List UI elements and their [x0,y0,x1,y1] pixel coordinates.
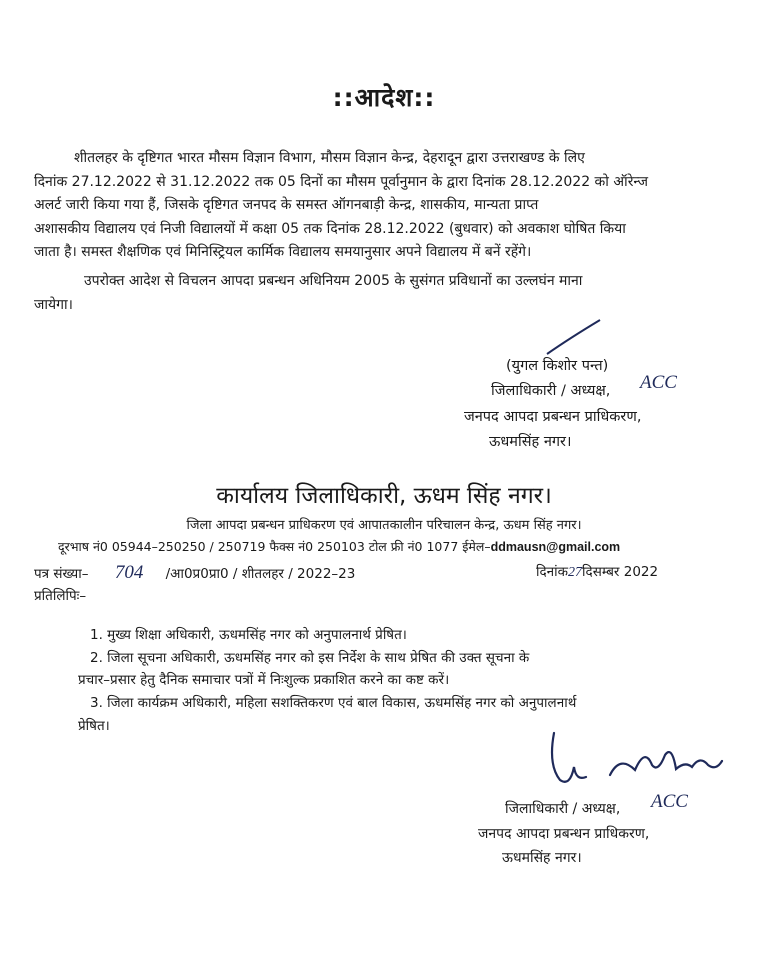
paragraph-line: उपरोक्त आदेश से विचलन आपदा प्रबन्धन अधिनियम 2005 के सुसंगत प्रविधानों का उल्लघंन माना [84,273,583,289]
signatory2-authority: जनपद आपदा प्रबन्धन प्राधिकरण, [478,826,650,842]
paragraph-line: अशासकीय विद्यालय एवं निजी विद्यालयों में कक्षा 05 तक दिनांक 28.12.2022 (बुधवार) को अवकाश घोषित किया [34,220,626,237]
ref-number-handwritten: 704 [114,562,144,583]
date-line [536,562,658,581]
paragraph-line: जाता है। समस्त शैक्षणिक एवं मिनिस्ट्रियल कार्मिक विद्यालय समयानुसार अपने विद्यालय में बनें रहेंगे। [34,244,532,260]
date-label: दिनांक [536,564,569,580]
signatory-name: (युगल किशोर पन्त) [506,358,609,374]
signatory-designation: जिलाधिकारी / अध्यक्ष, [491,383,611,399]
order-paragraph-2 [34,270,724,317]
signatory-authority: जनपद आपदा प्रबन्धन प्राधिकरण, [464,409,642,425]
paragraph-line: दिनांक 27.12.2022 से 31.12.2022 तक 05 दिनों का मौसम पूर्वानुमान के द्वारा दिनांक 28.12.2022 को ऑरेन्ज [34,173,648,190]
copy-item: प्रचार–प्रसार हेतु दैनिक समाचार पत्रों में निःशुल्क प्रकाशित करने का कष्ट करें। [78,672,450,688]
copy-label: प्रतिलिपिः– [34,588,87,604]
ref-suffix: /आ0प्र0प्रा0 / शीतलहर / 2022–23 [165,566,356,582]
copy-item: 1. मुख्य शिक्षा अधिकारी, ऊधमसिंह नगर को अनुपालनार्थ प्रेषित। [90,627,407,643]
signatory2-place: ऊधमसिंह नगर। [502,850,582,866]
contact-line [58,538,620,555]
copy-item: 3. जिला कार्यक्रम अधिकारी, महिला सशक्तिकरण एवं बाल विकास, ऊधमसिंह नगर को अनुपालनार्थ [90,695,577,711]
date-rest: दिसम्बर 2022 [582,564,659,580]
paragraph-line: जायेगा। [34,296,73,313]
ref-label: पत्र संख्या– [34,566,89,582]
handwritten-note-1: ACC [640,372,677,393]
paragraph-line: शीतलहर के दृष्टिगत भारत मौसम विज्ञान विभाग, मौसम विज्ञान केन्द्र, देहरादून द्वारा उत्तराखण्ड के लिए [74,150,585,166]
copy-item: प्रेषित। [78,718,110,734]
contact-text: दूरभाष नं0 05944–250250 / 250719 फैक्स नं0 250103 टोल फ्री नं0 1077 ईमेल– [58,539,491,554]
handwritten-note-2: ACC [651,791,688,812]
signature-stroke-1 [545,318,605,358]
date-day-handwritten: 27 [568,565,583,580]
signatory2-designation: जिलाधिकारी / अध्यक्ष, [505,801,621,817]
signature-scribble-2 [540,725,740,795]
paragraph-line: अलर्ट जारी किया गया हैं, जिसके दृष्टिगत जनपद के समस्त ऑगनबाड़ी केन्द्र, शासकीय, मान्यता प्राप्त [34,197,539,213]
office-header: कार्यालय जिलाधिकारी, ऊधम सिंह नगर। [216,483,552,509]
office-subheader: जिला आपदा प्रबन्धन प्राधिकरण एवं आपातकालीन परिचालन केन्द्र, ऊधम सिंह नगर। [186,518,582,533]
order-paragraph-1 [34,147,724,265]
email-address: ddmausn@gmail.com [490,540,621,554]
document-title: ::आदेश:: [332,83,436,112]
copy-item: 2. जिला सूचना अधिकारी, ऊधमसिंह नगर को इस निर्देश के साथ प्रेषित की उक्त सूचना के [90,650,530,666]
signatory-place: ऊधमसिंह नगर। [489,434,572,450]
reference-line [34,562,355,584]
